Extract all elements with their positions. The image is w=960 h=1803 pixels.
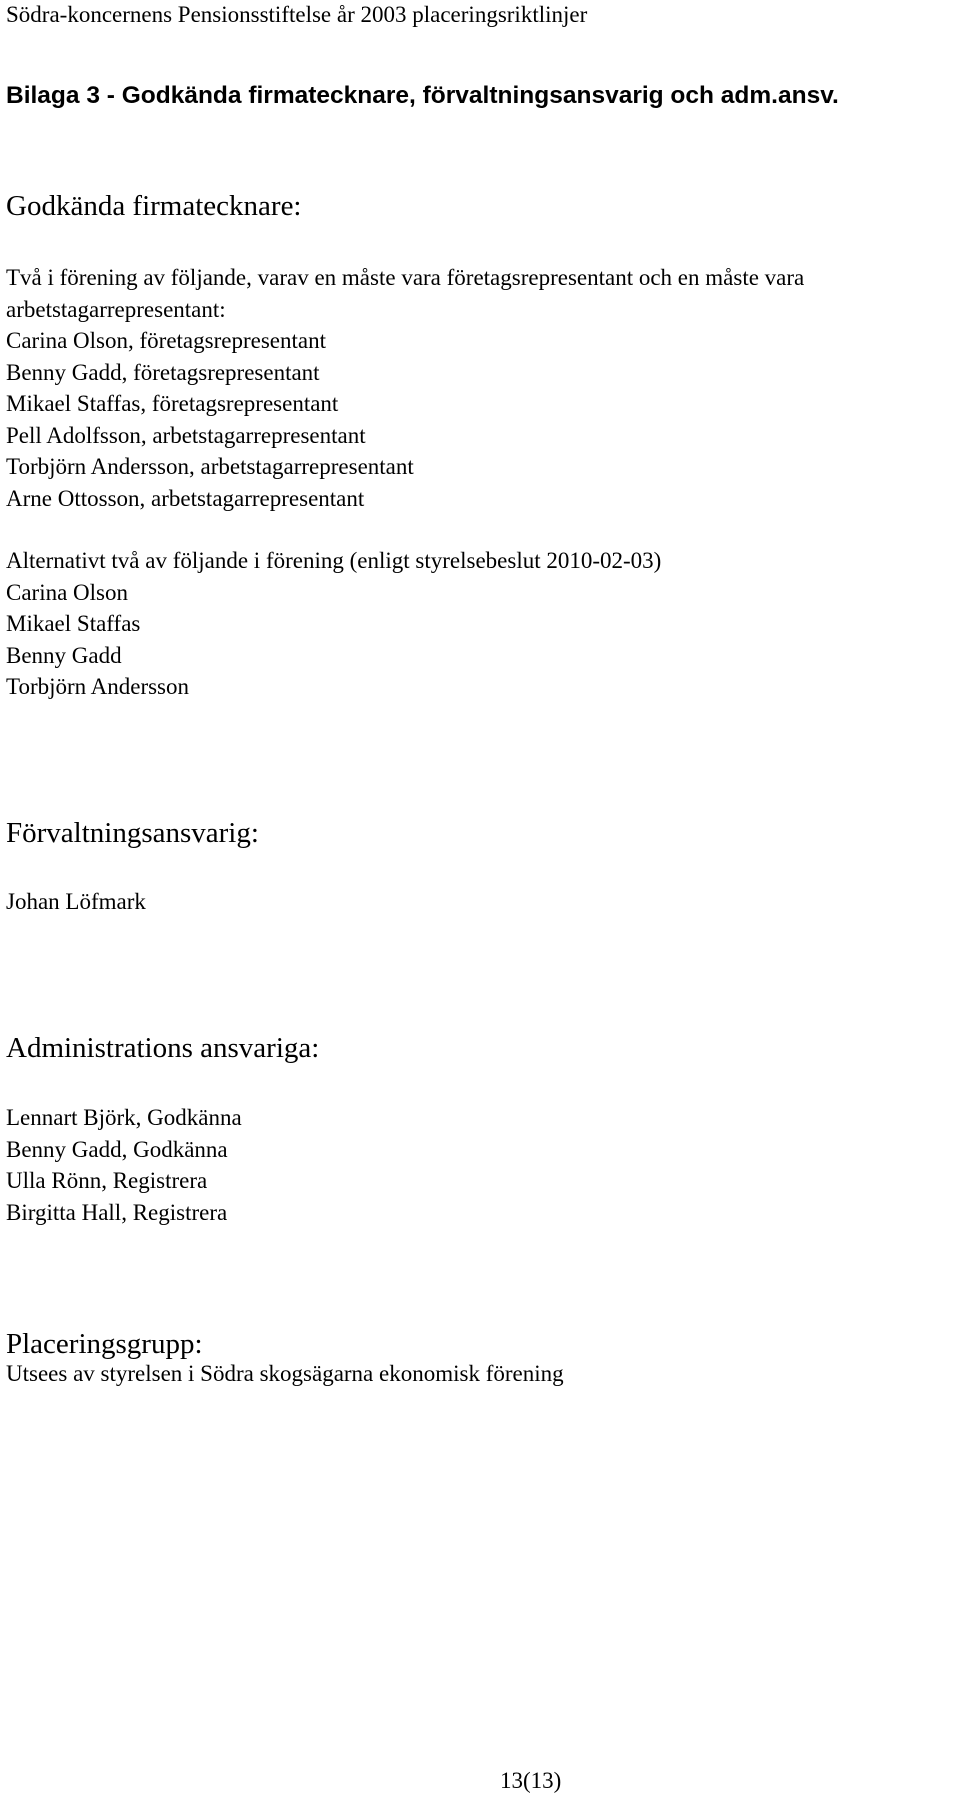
administration-list [6, 1102, 242, 1228]
management-heading: Förvaltningsansvarig: [6, 817, 259, 849]
alternative-signatory-item: Carina Olson [6, 579, 129, 605]
signatory-item: Pell Adolfsson, arbetstagarrepresentant [6, 422, 366, 448]
administration-item: Lennart Björk, Godkänna [6, 1105, 242, 1130]
placement-group-text: Utsees av styrelsen i Södra skogsägarna ekonomisk förening [6, 1361, 564, 1386]
signatory-item: Carina Olson, företagsrepresentant [6, 328, 326, 353]
running-header: Södra-koncernens Pensionsstiftelse år 2003 placeringsriktlinjer [6, 2, 588, 27]
administration-heading: Administrations ansvariga: [6, 1032, 320, 1064]
alternative-signatory-item: Benny Gadd [6, 642, 122, 668]
administration-item: Birgitta Hall, Registrera [6, 1199, 228, 1225]
signatories-heading: Godkända firmatecknare: [6, 190, 302, 222]
signatory-item: Arne Ottosson, arbetstagarrepresentant [6, 485, 365, 511]
signatory-item: Torbjörn Andersson, arbetstagarrepresentant [6, 454, 414, 479]
appendix-title: Bilaga 3 - Godkända firmatecknare, förvaltningsansvarig och adm.ansv. [6, 82, 839, 109]
signatory-item: Benny Gadd, företagsrepresentant [6, 359, 320, 385]
signatories-list [6, 262, 804, 514]
placement-group-heading: Placeringsgrupp: [6, 1328, 203, 1360]
alternative-signatory-item: Mikael Staffas [6, 611, 141, 636]
alternative-signatory-item: Torbjörn Andersson [6, 674, 190, 699]
management-person: Johan Löfmark [6, 889, 146, 914]
administration-item: Benny Gadd, Godkänna [6, 1136, 228, 1162]
management-person-block [6, 886, 146, 918]
alternative-signatories [6, 545, 661, 703]
signatories-intro-line: arbetstagarrepresentant: [6, 296, 226, 322]
alternative-intro: Alternativt två av följande i förening (enligt styrelsebeslut 2010-02-03) [6, 548, 662, 573]
signatory-item: Mikael Staffas, företagsrepresentant [6, 391, 339, 416]
signatories-intro-line: Två i förening av följande, varav en måste vara företagsrepresentant och en måste vara [6, 265, 805, 290]
administration-item: Ulla Rönn, Registrera [6, 1168, 208, 1193]
placement-group-block [6, 1358, 564, 1390]
page-number: 13(13) [500, 1768, 562, 1793]
